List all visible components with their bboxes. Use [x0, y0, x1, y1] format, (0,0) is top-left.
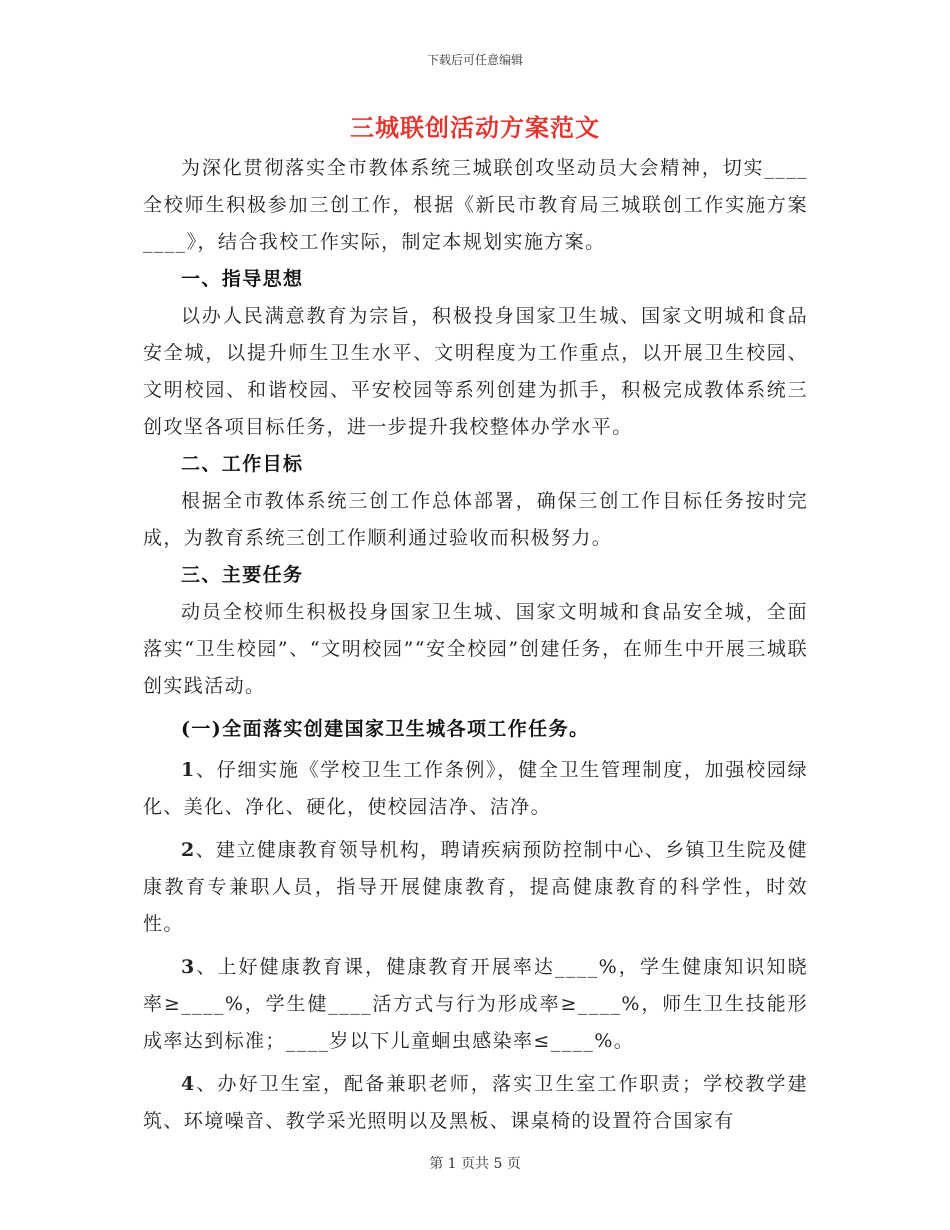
page-footer-number: 第 1 页共 5 页 — [429, 1156, 521, 1172]
list-item — [143, 832, 808, 943]
subsection-heading-health-city: (一)全面落实创建国家卫生城各项工作任务。 — [181, 718, 590, 740]
page-header-note: 下载后可任意编辑 — [426, 53, 523, 67]
list-item-text: 、建立健康教育领导机构，聘请疾病预防控制中心、乡镇卫生院及健康教育专兼职人员，指导开展健康教育，提高健康教育的科学性，时效性。 — [143, 839, 808, 935]
list-item-number: 4 — [181, 1073, 196, 1095]
document-body — [143, 150, 808, 1146]
list-item-number: 2 — [181, 839, 196, 861]
list-item-number: 3 — [181, 956, 196, 978]
intro-paragraph: 为深化贯彻落实全市教体系统三城联创攻坚动员大会精神，切实____全校师生积极参加三创工作，根据《新民市教育局三城联创工作实施方案____》，结合我校工作实际，制定本规划实施方案。 — [143, 157, 808, 253]
section-heading-work-goals: 二、工作目标 — [181, 453, 304, 475]
section-body-main-tasks: 动员全校师生积极投身国家卫生城、国家文明城和食品安全城，全面落实“卫生校园”、“文明校园”“安全校园”创建任务，在师生中开展三城联创实践活动。 — [143, 601, 808, 697]
list-item — [143, 752, 808, 826]
list-item — [143, 949, 808, 1060]
document-title: 三城联创活动方案范文 — [350, 113, 600, 142]
section-body-work-goals: 根据全市教体系统三创工作总体部署，确保三创工作目标任务按时完成，为教育系统三创工作顺利通过验收而积极努力。 — [143, 490, 808, 549]
section-heading-main-tasks: 三、主要任务 — [181, 564, 304, 586]
list-item — [143, 1066, 808, 1140]
list-item-text: 、上好健康教育课，健康教育开展率达____%，学生健康知识知晓率≥____%，学生健____活方式与行为形成率≥____%，师生卫生技能形成率达到标准；____岁以下儿童蛔虫感染率≤____%。 — [143, 956, 808, 1052]
section-body-guiding-ideology: 以办人民满意教育为宗旨，积极投身国家卫生城、国家文明城和食品安全城，以提升师生卫生水平、文明程度为工作重点，以开展卫生校园、文明校园、和谐校园、平安校园等系列创建为抓手，积极完成教体系统三创攻坚各项目标任务，进一步提升我校整体办学水平。 — [143, 305, 808, 438]
list-item-text: 、仔细实施《学校卫生工作条例》，健全卫生管理制度，加强校园绿化、美化、净化、硬化，使校园洁净、洁净。 — [143, 759, 808, 818]
list-item-text: 、办好卫生室，配备兼职老师，落实卫生室工作职责；学校教学建筑、环境噪音、教学采光照明以及黑板、课桌椅的设置符合国家有 — [143, 1073, 808, 1132]
list-item-number: 1 — [181, 759, 196, 781]
section-heading-guiding-ideology: 一、指导思想 — [181, 268, 304, 290]
